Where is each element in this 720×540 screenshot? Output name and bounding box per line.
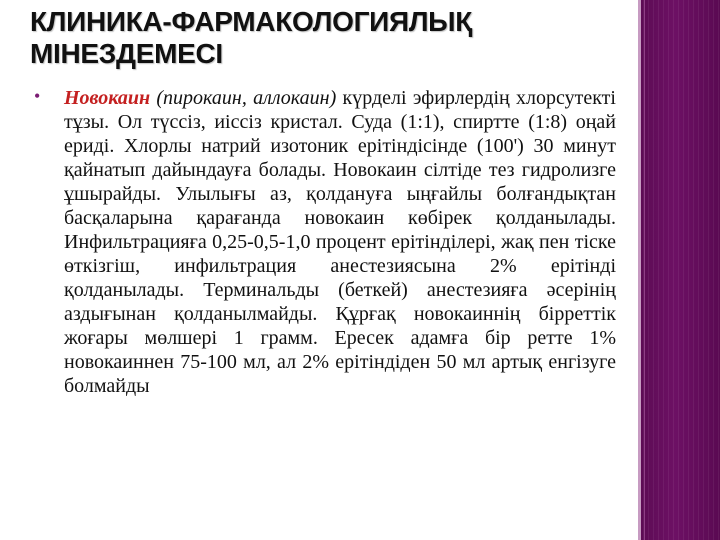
alternative-names: (пирокаин, аллокаин) (150, 87, 343, 109)
bullet-paragraph (64, 86, 616, 398)
decorative-side-stripe (638, 0, 720, 540)
slide-title: КЛИНИКА-ФАРМАКОЛОГИЯЛЫҚ МІНЕЗДЕМЕСІ (30, 6, 473, 69)
drug-name: Новокаин (64, 87, 151, 109)
bullet-icon: • (34, 86, 41, 106)
description-text: күрделі эфирлердің хлорсутекті тұзы. Ол түссіз, иіссіз кристал. Суда (1:1), спиртте (1:8) оңай ериді. Хлорлы натрий изотоник ерітіндісінде (100') 30 минут қайнатып дайындауға болады. Новокаин сілтіде тез гидролизге ұшырайды. Улылығы аз, қолдануға ыңғайлы болғандықтан басқаларына қарағанда новокаин көбірек қолданылады. Инфильтрацияға 0,25-0,5-1,0 процент ерітінділері, жақ пен тіске өткізгіш, инфильтрация анестезиясына 2% ерітінді қолданылады. Терминальды (беткей) анестезияға әсерінің аздығынан қолданылмайды. Құрғақ новокаиннің бірреттік жоғары мөлшері 1 грамм. Ересек адамға бір ретте 1% новокаиннен 75-100 мл, ал 2% ерітіндіден 50 мл артық енгізуге болмайды (64, 87, 616, 397)
slide-content (34, 86, 622, 466)
